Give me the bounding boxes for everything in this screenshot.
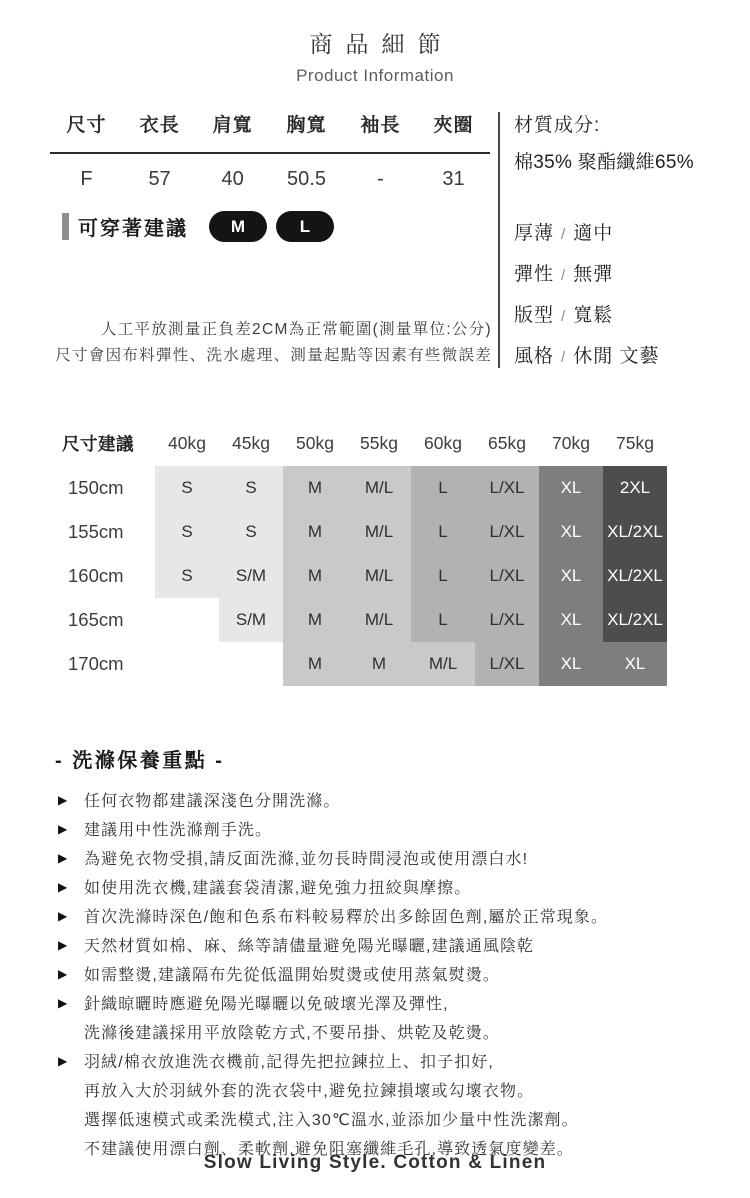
chart-cell: XL/2XL (603, 510, 667, 554)
chart-corner-label: 尺寸建議 (62, 433, 134, 454)
chart-weight-header: 65kg (488, 432, 526, 453)
triangle-bullet-icon: ▶ (58, 1053, 69, 1068)
chart-cell: L (411, 466, 475, 510)
chart-cell: XL (539, 642, 603, 686)
chart-cell: L/XL (475, 466, 539, 510)
wear-suggestion-label: 可穿著建議 (78, 218, 188, 240)
page-subtitle: Product Information (296, 66, 454, 85)
chart-cell: L (411, 510, 475, 554)
triangle-bullet-icon: ▶ (58, 995, 69, 1010)
spec-column-header: 衣長 (123, 104, 196, 153)
chart-cell: M (283, 598, 347, 642)
chart-cell: M (283, 554, 347, 598)
chart-height-label: 160cm (68, 565, 124, 586)
care-text: 選擇低速模式或柔洗模式,注入30℃溫水,並添加少量中性洗潔劑。 (84, 1112, 579, 1129)
chart-cell: S (219, 466, 283, 510)
attribute-value: 寬鬆 (573, 305, 614, 326)
chart-row (62, 466, 667, 510)
care-line (58, 1075, 738, 1104)
chart-body (62, 466, 667, 686)
size-badge: M (209, 211, 267, 242)
chart-cell: XL (539, 466, 603, 510)
attribute-label: 版型 (514, 305, 555, 326)
attribute-value: 適中 (573, 223, 614, 244)
care-line (58, 872, 738, 901)
chart-cell: 2XL (603, 466, 667, 510)
chart-cell: M/L (347, 598, 411, 642)
chart-cell: S (155, 466, 219, 510)
chart-cell: M/L (411, 642, 475, 686)
chart-row (62, 554, 667, 598)
attribute-slash: / (561, 349, 567, 366)
chart-cell: M (283, 466, 347, 510)
chart-height-label: 155cm (68, 521, 124, 542)
chart-cell: L (411, 598, 475, 642)
chart-height-label: 170cm (68, 653, 124, 674)
attribute-list (514, 218, 750, 367)
chart-cell: L/XL (475, 598, 539, 642)
care-line (58, 785, 738, 814)
spec-column-header: 袖長 (344, 104, 417, 153)
care-line (58, 930, 738, 959)
care-line (58, 959, 738, 988)
care-text: 再放入大於羽絨外套的洗衣袋中,避免拉鍊損壞或勾壞衣物。 (84, 1083, 535, 1100)
spec-cell: - (377, 168, 384, 190)
material-label: 材質成分: (514, 115, 601, 136)
care-text: 如需整燙,建議隔布先從低溫開始熨燙或使用蒸氣熨燙。 (84, 967, 500, 984)
spec-table (50, 104, 490, 192)
care-text: 天然材質如棉、麻、絲等請儘量避免陽光曝曬,建議通風陰乾 (84, 938, 535, 955)
attribute-label: 厚薄 (514, 223, 555, 244)
measure-notes (36, 317, 492, 369)
chart-cell: L/XL (475, 510, 539, 554)
care-list (58, 785, 738, 1162)
triangle-bullet-icon: ▶ (58, 908, 69, 923)
triangle-bullet-icon: ▶ (58, 821, 69, 836)
chart-cell: M/L (347, 554, 411, 598)
chart-cell: M (283, 510, 347, 554)
measure-note-line: 人工平放測量正負差2CM為正常範圍(測量單位:公分) (100, 321, 492, 338)
size-badge: L (276, 211, 334, 242)
chart-cell: M (283, 642, 347, 686)
spec-column-header: 尺寸 (50, 104, 123, 153)
spec-cell: 57 (148, 168, 171, 190)
attribute-row (514, 300, 750, 326)
chart-cell (155, 642, 219, 686)
chart-cell: M/L (347, 466, 411, 510)
care-line (58, 901, 738, 930)
chart-weight-header: 70kg (552, 432, 590, 453)
care-text: 為避免衣物受損,請反面洗滌,並勿長時間浸泡或使用漂白水! (84, 851, 529, 868)
page-title: 商品細節 (309, 31, 454, 57)
care-text: 首次洗滌時深色/飽和色系布料較易釋於出多餘固色劑,屬於正常現象。 (84, 909, 609, 926)
care-line (58, 843, 738, 872)
footer-slogan: Slow Living Style. Cotton & Linen (203, 1152, 547, 1173)
chart-row (62, 642, 667, 686)
vertical-divider (498, 112, 500, 368)
chart-height-label: 165cm (68, 609, 124, 630)
chart-weight-header: 50kg (296, 432, 334, 453)
chart-cell: XL/2XL (603, 598, 667, 642)
chart-cell: S/M (219, 598, 283, 642)
accent-bar (62, 213, 69, 240)
attribute-row (514, 218, 750, 244)
chart-weight-header: 55kg (360, 432, 398, 453)
wear-suggestion (62, 211, 334, 242)
care-text: 任何衣物都建議深淺色分開洗滌。 (84, 793, 341, 810)
chart-cell: XL (539, 598, 603, 642)
care-line (58, 1046, 738, 1075)
attribute-row (514, 341, 750, 367)
spec-column-header: 胸寬 (269, 104, 344, 153)
chart-cell: S (155, 510, 219, 554)
attribute-slash: / (561, 308, 567, 325)
spec-column-header: 肩寬 (196, 104, 269, 153)
chart-cell: XL (603, 642, 667, 686)
chart-height-label: 150cm (68, 477, 124, 498)
attribute-row (514, 259, 750, 285)
triangle-bullet-icon: ▶ (58, 879, 69, 894)
care-text: 如使用洗衣機,建議套袋清潔,避免強力扭絞與摩擦。 (84, 880, 472, 897)
spec-cell: 50.5 (287, 168, 326, 190)
spec-column-header: 夾圈 (417, 104, 490, 153)
chart-header-row (62, 420, 667, 466)
care-text: 不建議使用漂白劑、柔軟劑,避免阻塞纖維毛孔,導致透氣度變差。 (84, 1141, 574, 1158)
triangle-bullet-icon: ▶ (58, 937, 69, 952)
chart-cell: XL/2XL (603, 554, 667, 598)
care-line (58, 988, 738, 1017)
chart-cell: S/M (219, 554, 283, 598)
chart-cell: XL (539, 510, 603, 554)
chart-cell (219, 642, 283, 686)
care-line (58, 1104, 738, 1133)
material-value: 棉35% 聚酯纖維65% (514, 152, 694, 173)
chart-cell: L/XL (475, 554, 539, 598)
care-heading: - 洗滌保養重點 - (55, 750, 225, 772)
size-recommendation-chart (62, 420, 667, 686)
attribute-value: 休閒 文藝 (573, 346, 660, 367)
triangle-bullet-icon: ▶ (58, 966, 69, 981)
care-text: 針織晾曬時應避免陽光曝曬以免破壞光澤及彈性, (84, 996, 449, 1013)
care-line (58, 1017, 738, 1046)
chart-cell (155, 598, 219, 642)
care-line (58, 814, 738, 843)
attribute-label: 風格 (514, 346, 555, 367)
chart-row (62, 598, 667, 642)
attribute-label: 彈性 (514, 264, 555, 285)
attribute-slash: / (561, 226, 567, 243)
spec-row (50, 153, 490, 192)
info-column (514, 110, 750, 382)
spec-cell: 31 (442, 168, 465, 190)
attribute-slash: / (561, 267, 567, 284)
care-text: 洗滌後建議採用平放陰乾方式,不要吊掛、烘乾及乾燙。 (84, 1025, 500, 1042)
chart-weight-header: 40kg (168, 432, 206, 453)
spec-table-body (50, 153, 490, 192)
size-badges (200, 211, 334, 242)
spec-cell: 40 (221, 168, 244, 190)
spec-header-row (50, 104, 490, 153)
chart-cell: M/L (347, 510, 411, 554)
triangle-bullet-icon: ▶ (58, 792, 69, 807)
chart-cell: S (155, 554, 219, 598)
care-text: 羽絨/棉衣放進洗衣機前,記得先把拉鍊拉上、扣子扣好, (84, 1054, 494, 1071)
chart-weight-header: 45kg (232, 432, 270, 453)
chart-cell: XL (539, 554, 603, 598)
chart-weight-header: 60kg (424, 432, 462, 453)
attribute-value: 無彈 (573, 264, 614, 285)
triangle-bullet-icon: ▶ (58, 850, 69, 865)
chart-cell: L (411, 554, 475, 598)
header (0, 26, 750, 86)
spec-cell: F (80, 168, 93, 190)
chart-cell: S (219, 510, 283, 554)
chart-cell: M (347, 642, 411, 686)
chart-weight-header: 75kg (616, 432, 654, 453)
measure-note-line: 尺寸會因布料彈性、洗水處理、測量起點等因素有些微誤差 (55, 347, 492, 364)
chart-row (62, 510, 667, 554)
chart-cell: L/XL (475, 642, 539, 686)
care-text: 建議用中性洗滌劑手洗。 (84, 822, 273, 839)
